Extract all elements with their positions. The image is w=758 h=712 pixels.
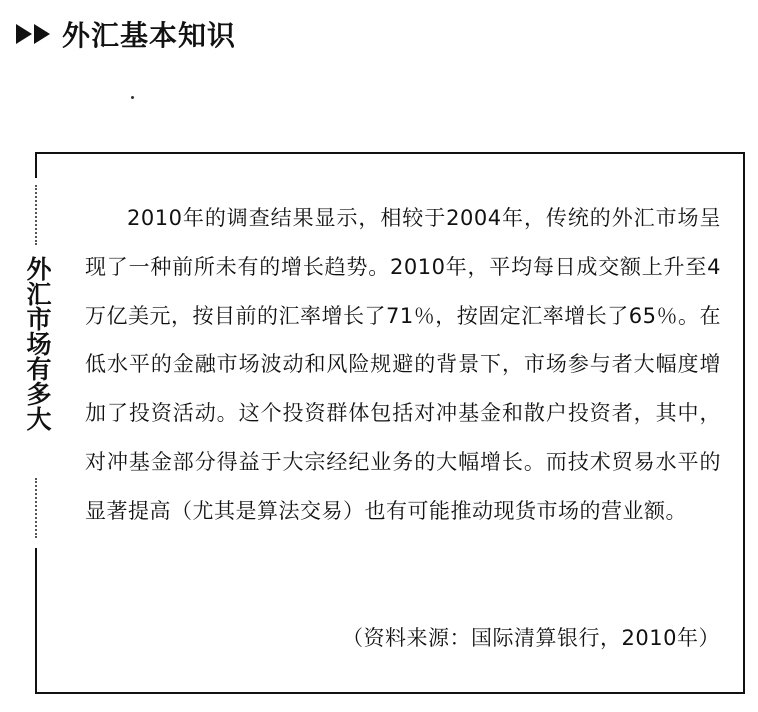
sidebar-vertical-label: 外汇市场有多大 [17,256,53,431]
double-arrow-right-icon [16,24,52,44]
stray-dot [131,96,134,99]
section-header [16,14,236,54]
box-left-rule-top [35,152,37,178]
box-left-rule-bottom [35,548,37,694]
article-source: （资料来源：国际清算银行，2010年） [342,626,720,650]
section-title: 外汇基本知识 [62,19,237,52]
article-paragraph: 2010年的调查结果显示，相较于2004年，传统的外汇市场呈现了一种前所未有的增长趋势。2010年，平均每日成交额上升至4万亿美元，按目前的汇率增长了71％，按固定汇率增长了65％。在低水平的金融市场波动和风险规避的背景下，市场参与者大幅度增加了投资活动。这个投资群体包括对冲基金和散户投资者，其中，对冲基金部分得益于大宗经纪业务的大幅增长。而技术贸易水平的显著提高（尤其是算法交易）也有可能推动现货市场的营业额。 [85,206,721,523]
box-left-dotted-bottom [35,478,37,538]
box-left-dotted-top [35,185,37,245]
